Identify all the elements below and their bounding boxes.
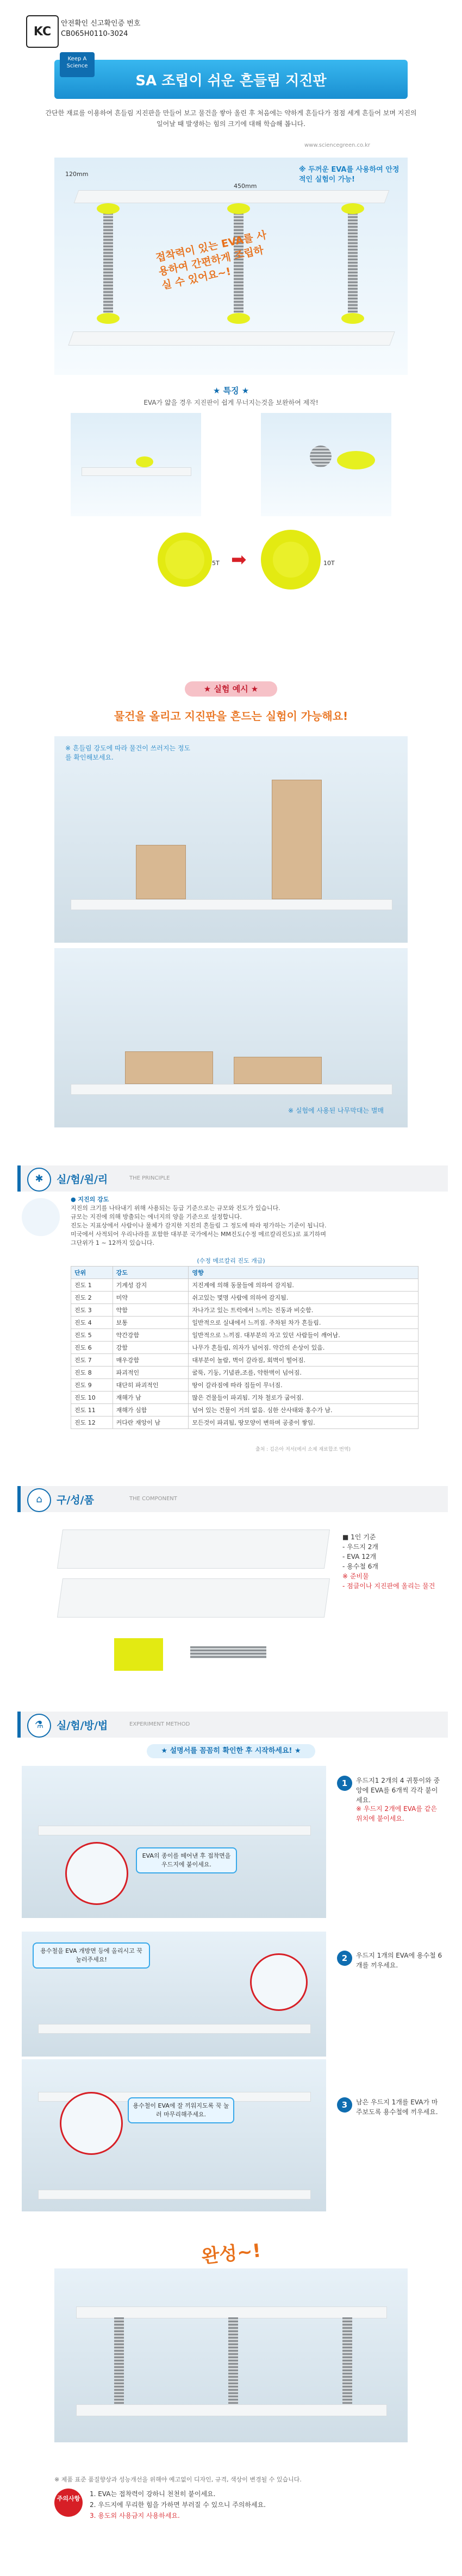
table-cell: 매우강함 bbox=[113, 1354, 189, 1367]
table-cell: 진도 10 bbox=[71, 1392, 113, 1404]
table-row bbox=[71, 1317, 419, 1329]
cert-line2: CB065H0110-3024 bbox=[61, 30, 128, 38]
eva-pad bbox=[97, 313, 120, 324]
caution-badge: 주의사항 bbox=[54, 2489, 83, 2517]
table-cell: 진도 12 bbox=[71, 1417, 113, 1429]
table-row bbox=[71, 1417, 419, 1429]
table-cell: 진도 6 bbox=[71, 1342, 113, 1354]
hero-image bbox=[54, 158, 408, 375]
table-cell: 강함 bbox=[113, 1342, 189, 1354]
eva-pad bbox=[97, 203, 120, 214]
hero-callout: 접착력이 있는 EVA를 사용하여 간편하게 조립하실 수 있어요~! bbox=[154, 229, 268, 292]
table-header-cell: 단위 bbox=[71, 1267, 113, 1279]
step2-image bbox=[22, 1932, 326, 2057]
table-cell: 진도 11 bbox=[71, 1404, 113, 1417]
table-header-cell: 강도 bbox=[113, 1267, 189, 1279]
eva-pad bbox=[227, 313, 250, 324]
example-title: ★ 실험 예시 ★ bbox=[185, 681, 277, 697]
wood-tower bbox=[272, 780, 322, 899]
component-header bbox=[17, 1486, 448, 1512]
wood-board bbox=[57, 1578, 330, 1618]
eva-5t-ring bbox=[158, 532, 212, 587]
table-cell: 진도 3 bbox=[71, 1304, 113, 1317]
principle-body5: 그단위가 1 ~ 12까지 있습니다. bbox=[71, 1239, 154, 1246]
spring bbox=[310, 446, 332, 467]
table-cell: 재해가 남 bbox=[113, 1392, 189, 1404]
table-cell: 진도 5 bbox=[71, 1329, 113, 1342]
spring bbox=[114, 2317, 124, 2404]
table-row bbox=[71, 1354, 419, 1367]
table-row bbox=[71, 1392, 419, 1404]
table-cell: 일반적으로 느끼짐. 대부분의 자고 있던 사람들이 깨어남. bbox=[189, 1329, 419, 1342]
wood-pile bbox=[234, 1057, 322, 1084]
principle-text bbox=[71, 1195, 429, 1248]
table-cell: 진도 2 bbox=[71, 1292, 113, 1304]
table-cell: 미약 bbox=[113, 1292, 189, 1304]
step3-text: 남은 우드지 1개를 EVA가 마주보도록 용수철에 끼우세요. bbox=[356, 2098, 438, 2116]
eva-pad bbox=[341, 313, 364, 324]
step1-number: 1 bbox=[337, 1776, 352, 1791]
wood-board bbox=[57, 1530, 330, 1569]
example-photo-2 bbox=[54, 948, 408, 1127]
zoom-circle bbox=[60, 2092, 123, 2155]
dim-length: 450mm bbox=[234, 183, 257, 190]
table-header bbox=[71, 1267, 419, 1279]
microscope-icon: ⚗ bbox=[27, 1714, 51, 1738]
spring bbox=[342, 2317, 352, 2404]
board bbox=[71, 899, 392, 910]
table-cell: 굴뚝, 기둥, 기념관,조를, 약한벽이 넘어짐. bbox=[189, 1367, 419, 1379]
step2-number: 2 bbox=[337, 1951, 352, 1966]
caution-line3: 3. 용도외 사용금지 사용하세요. bbox=[90, 2512, 180, 2519]
component-item2: - 우드지 2개 bbox=[342, 1543, 378, 1551]
table-source: 출처 : 김은아 저서(에서 소제 재료합조 번역) bbox=[255, 1447, 351, 1452]
component-title: 구/성/품 bbox=[57, 1494, 94, 1506]
arrow-right-icon: ➡ bbox=[231, 549, 247, 571]
top-board bbox=[74, 190, 390, 203]
step1-note: ※ 우드지 2개에 EVA를 같은 위치에 붙이세요. bbox=[356, 1805, 437, 1822]
product-title: SA 조립이 쉬운 흔들림 지진판 bbox=[135, 73, 327, 89]
step2-bubble: 용수철을 EVA 개방면 등에 올리시고 꾹 눌러주세요! bbox=[33, 1942, 150, 1969]
principle-body1: 지진의 크기를 나타내기 위해 사용되는 등급 기준으로는 규모와 진도가 있습니다. bbox=[71, 1205, 280, 1212]
spring bbox=[348, 210, 358, 313]
board bbox=[38, 1826, 311, 1835]
cert-info bbox=[61, 18, 140, 39]
method-subtitle: EXPERIMENT METHOD bbox=[129, 1721, 190, 1727]
table-row bbox=[71, 1342, 419, 1354]
step2-text: 우드지 1개의 EVA에 용수철 6개를 끼우세요. bbox=[356, 1952, 442, 1969]
table-cell: 진도 1 bbox=[71, 1279, 113, 1292]
method-notice: ★ 설명서를 꼼꼼히 확인한 후 시작하세요! ★ bbox=[147, 1744, 315, 1758]
table-row bbox=[71, 1379, 419, 1392]
spring bbox=[228, 2317, 238, 2404]
table-row bbox=[71, 1367, 419, 1379]
feature-desc: EVA가 얇을 경우 지진판이 쉽게 무너지는것을 보완하여 제작! bbox=[143, 399, 319, 406]
site-url: www.sciencegreen.co.kr bbox=[304, 142, 371, 148]
principle-title: 실/험/원/리 bbox=[57, 1174, 108, 1186]
component-list bbox=[342, 1532, 435, 1591]
final-image bbox=[54, 2268, 408, 2442]
table-cell: 진도 8 bbox=[71, 1367, 113, 1379]
intensity-table bbox=[71, 1266, 419, 1429]
spring bbox=[103, 210, 113, 313]
table-row bbox=[71, 1404, 419, 1417]
wood-pile bbox=[125, 1051, 213, 1084]
component-item3: - EVA 12개 bbox=[342, 1553, 377, 1560]
table-cell: 쉬고있는 몇명 사람에 의하여 감지됨. bbox=[189, 1292, 419, 1304]
eva-10t-ring bbox=[261, 530, 321, 590]
component-item4: - 용수철 6개 bbox=[342, 1563, 378, 1570]
zoom-circle bbox=[65, 1842, 128, 1905]
table-row bbox=[71, 1329, 419, 1342]
principle-body3: 진도는 지표상에서 사람이나 물체가 감지한 지진의 흔들림 그 정도에 따라 평가하는 기준이 됩니다. bbox=[71, 1222, 327, 1229]
table-title: (수정 메르칼리 진도 개급) bbox=[197, 1257, 265, 1264]
table-cell: 진도 7 bbox=[71, 1354, 113, 1367]
eva-pad bbox=[337, 451, 375, 469]
step3-number: 3 bbox=[337, 2097, 352, 2113]
title-banner bbox=[54, 60, 408, 99]
table-cell: 자나가고 있는 트럭에서 느끼는 진동과 비슷함. bbox=[189, 1304, 419, 1317]
principle-body2: 규모는 지진에 의해 방출되는 에너지의 양을 기준으로 설정합니다. bbox=[71, 1213, 242, 1220]
feature-photo-a bbox=[71, 413, 201, 516]
example-headline: 물건을 올리고 지진판을 흔드는 실험이 가능해요! bbox=[114, 710, 348, 723]
example-note1: ※ 흔들림 강도에 따라 물건이 쓰러지는 정도를 확인해보세요. bbox=[65, 744, 191, 761]
zoom-circle bbox=[250, 1953, 308, 2011]
table-cell: 지진계에 의해 동물들에 의하여 감지됨. bbox=[189, 1279, 419, 1292]
lightbulb-icon: ✱ bbox=[27, 1168, 51, 1192]
brand-tag: Keep A Science bbox=[60, 52, 95, 77]
step1-image bbox=[22, 1766, 326, 1918]
table-cell: 일반적으로 실내에서 느끼짐. 주차된 차가 흔들림. bbox=[189, 1317, 419, 1329]
table-cell: 넘어 있는 건물이 거의 없음. 심한 산사태와 홍수가 남. bbox=[189, 1404, 419, 1417]
cert-line1: 안전확인 신고확인증 번호 bbox=[61, 20, 141, 28]
component-subtitle: THE COMPONENT bbox=[129, 1496, 177, 1502]
board bbox=[38, 2190, 311, 2199]
board bbox=[76, 2307, 387, 2318]
dim-width: 120mm bbox=[65, 171, 89, 178]
component-item5: ※ 준비물 bbox=[342, 1572, 369, 1580]
table-cell: 대부분이 놀람, 벽이 갈라짐, 회벽이 떨어짐. bbox=[189, 1354, 419, 1367]
spring-set bbox=[190, 1646, 266, 1658]
table-cell: 파괴적인 bbox=[113, 1367, 189, 1379]
table-cell: 기계성 감지 bbox=[113, 1279, 189, 1292]
kc-logo: KC bbox=[26, 15, 59, 48]
cup-icon: ⌂ bbox=[27, 1488, 51, 1512]
table-cell: 진도 4 bbox=[71, 1317, 113, 1329]
table-cell: 많은 건물들이 파괴됨. 기차 철로가 굽어짐. bbox=[189, 1392, 419, 1404]
method-title: 실/험/방/법 bbox=[57, 1720, 108, 1732]
plant-icon bbox=[22, 1198, 60, 1236]
table-row bbox=[71, 1279, 419, 1292]
eva-pad bbox=[227, 203, 250, 214]
example-photo-1 bbox=[54, 736, 408, 943]
label-10t: 10T bbox=[323, 560, 335, 567]
feature-title: ★ 특징 ★ bbox=[213, 386, 249, 396]
table-cell: 나무가 흔들림, 의자가 넘어짐. 약간의 손상이 있음. bbox=[189, 1342, 419, 1354]
caution-line1: 1. EVA는 접착력이 강하니 천천히 붙이세요. bbox=[90, 2490, 216, 2498]
method-header bbox=[17, 1712, 448, 1738]
table-row bbox=[71, 1292, 419, 1304]
done-text: 완성~! bbox=[200, 2240, 262, 2268]
eva-pad bbox=[136, 456, 153, 467]
table-cell: 대단히 파괴적인 bbox=[113, 1379, 189, 1392]
table-cell: 약간강함 bbox=[113, 1329, 189, 1342]
step3-bubble: 용수철이 EVA에 잘 끼워지도록 꾹 눌러 마무리해주세요. bbox=[128, 2097, 234, 2123]
bottom-board bbox=[68, 331, 395, 346]
table-row bbox=[71, 1304, 419, 1317]
table-cell: 보통 bbox=[113, 1317, 189, 1329]
board bbox=[76, 2404, 387, 2416]
table-cell: 재해가 심함 bbox=[113, 1404, 189, 1417]
hero-note: ※ 두꺼운 EVA를 사용하여 안정적인 실험이 가능! bbox=[299, 166, 399, 184]
example-note2: ※ 실험에 사용된 나무막대는 별매 bbox=[288, 1107, 384, 1114]
board bbox=[71, 1084, 392, 1095]
step1-bubble: EVA의 종이를 떼어낸 후 접착면을 우드지에 붙이세요. bbox=[136, 1847, 237, 1873]
label-5t: 5T bbox=[212, 560, 220, 567]
eva-sheet bbox=[114, 1638, 163, 1671]
principle-subtitle: THE PRINCIPLE bbox=[129, 1175, 170, 1181]
board bbox=[82, 467, 191, 476]
table-cell: 모든것이 파괴됨, 땅모양이 변하며 공중이 쌓임. bbox=[189, 1417, 419, 1429]
step1-text: 우드지1 2개의 4 귀퉁이와 중앙에 EVA를 6개씩 각각 붙이세요. bbox=[356, 1777, 440, 1804]
feature-photo-b bbox=[261, 413, 391, 516]
principle-body4: 미국에서 사적되어 우리나라를 포함한 대부분 국가에서는 MM진도(수정 메르칼리진도)로 표기하며 bbox=[71, 1231, 326, 1238]
step3-image bbox=[22, 2059, 326, 2211]
board bbox=[38, 2024, 311, 2034]
principle-sub: ● 지진의 강도 bbox=[71, 1196, 109, 1203]
table-cell: 진도 9 bbox=[71, 1379, 113, 1392]
caution-line2: 2. 우드지에 무리한 힘을 가하면 부러질 수 있으니 주의하세요. bbox=[90, 2501, 266, 2509]
component-item1: ■ 1인 기준 bbox=[342, 1533, 376, 1541]
table-header-cell: 영향 bbox=[189, 1267, 419, 1279]
caution-list bbox=[90, 2489, 432, 2521]
intro-text: 간단한 재료를 이용하여 흔들림 지진판을 만들어 보고 물건을 쌓아 올린 후 처음에는 약하게 흔들다가 점점 세게 흔들어 보며 지진의 일어날 때 발생하는 힘의 크기에 대해 학습해 봅니다. bbox=[45, 109, 417, 128]
component-item6: - 점클이나 지진판에 올리는 물건 bbox=[342, 1582, 435, 1590]
eva-pad bbox=[341, 203, 364, 214]
table-cell: 땅이 갈라짐에 따라 집들이 무너짐. bbox=[189, 1379, 419, 1392]
table-cell: 커다란 재앙이 남 bbox=[113, 1417, 189, 1429]
principle-header bbox=[17, 1165, 448, 1192]
table-cell: 약함 bbox=[113, 1304, 189, 1317]
wood-tower bbox=[136, 845, 186, 899]
caution-disclaimer: ※ 제품 표준 품질향상과 성능개선을 위해야 예고없이 디자인, 규격, 색상이 변경될 수 있습니다. bbox=[54, 2476, 302, 2483]
